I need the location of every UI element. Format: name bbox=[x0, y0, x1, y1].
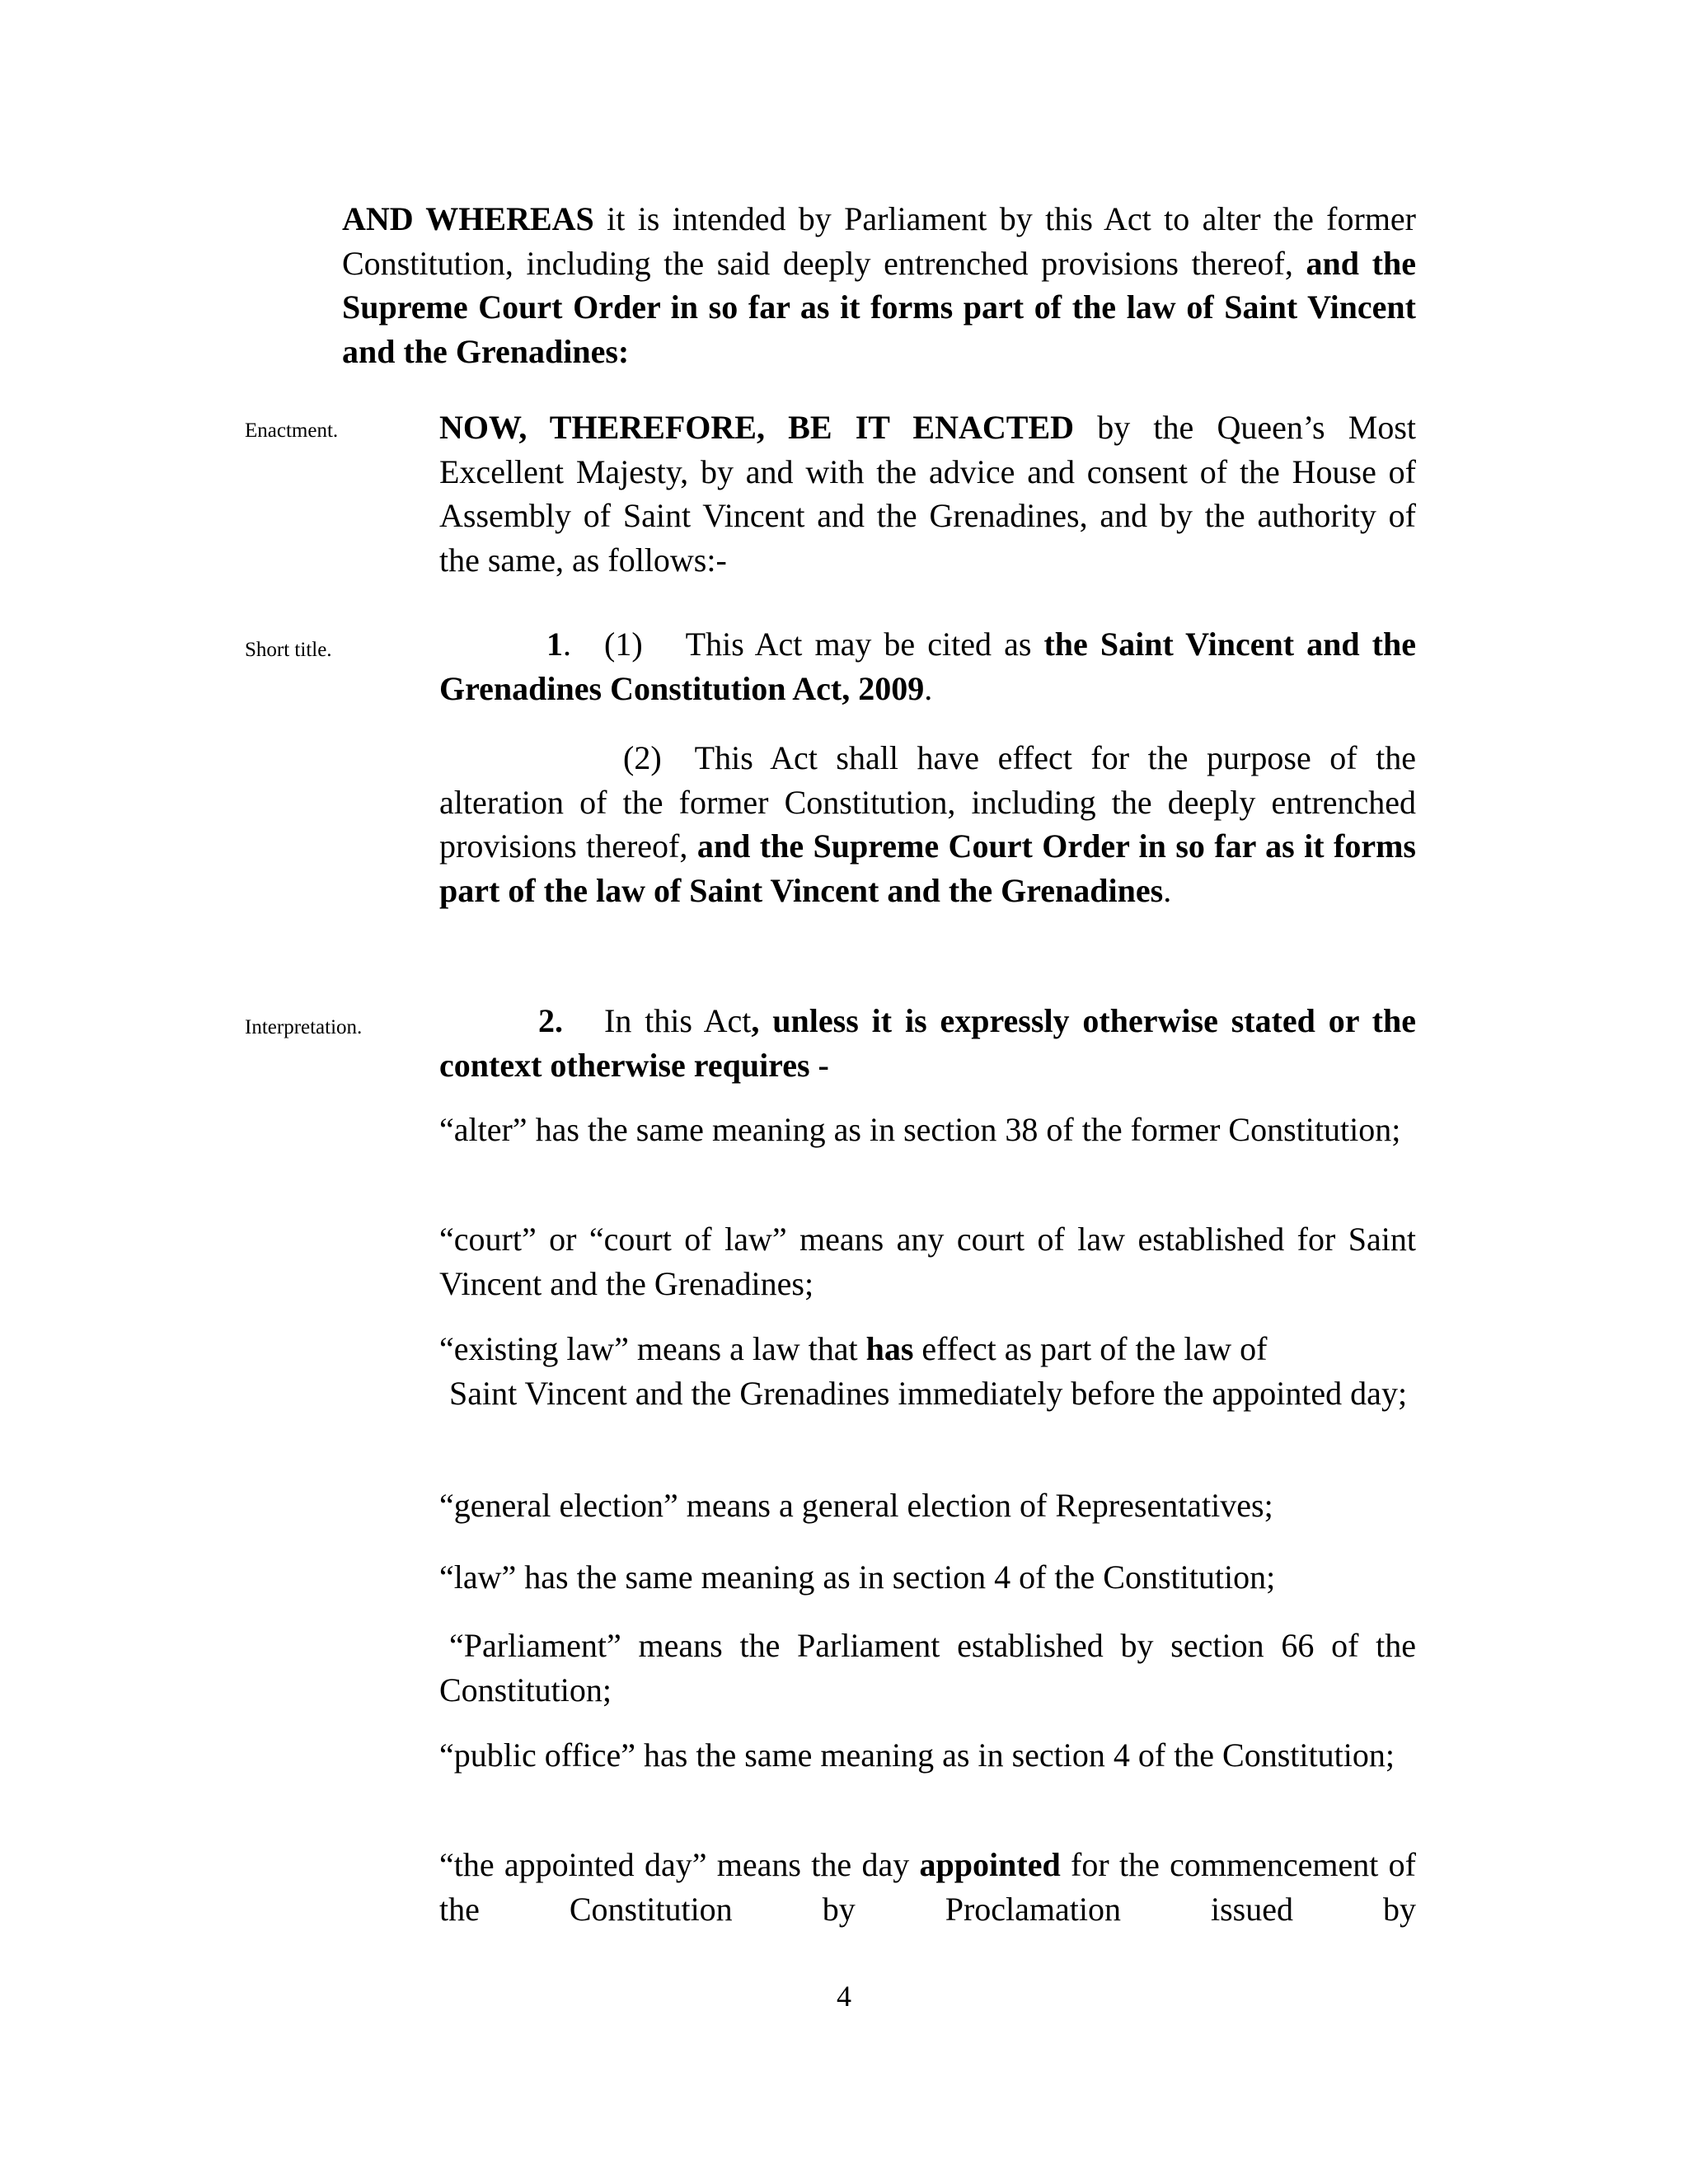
enactment-lead: NOW, THEREFORE, BE IT ENACTED bbox=[439, 409, 1075, 446]
effect-end: . bbox=[1163, 871, 1172, 909]
margin-note-enactment: Enactment. bbox=[245, 419, 339, 442]
effect-paragraph bbox=[439, 736, 1416, 912]
subsection-1-1: (1) bbox=[604, 626, 643, 663]
definition-alter: “alter” has the same meaning as in section 38 of the former Constitution; bbox=[439, 1111, 1401, 1148]
existing-law-text-c: Saint Vincent and the Grenadines immediately before the appointed day; bbox=[449, 1374, 1408, 1412]
definition-law: “law” has the same meaning as in section 4 of the Constitution; bbox=[439, 1558, 1276, 1596]
enactment-text: by the Queen’s Most Excellent Majesty, by and with the advice and consent of the House of Assembly of Saint Vincent and the Grenadines, and by the authority of the same, as follows:- bbox=[439, 409, 1416, 579]
existing-law-bold: has bbox=[865, 1330, 914, 1367]
existing-law-text-b: effect as part of the law of bbox=[913, 1330, 1268, 1367]
subsection-1-2: (2) bbox=[623, 739, 662, 776]
definition-appointed-day bbox=[439, 1843, 1416, 1931]
effect-text: This Act shall have effect for the purpose of the alteration of the former Constitution, including the deeply entrenched provisions thereof, bbox=[439, 739, 1416, 865]
definition-parliament: “Parliament” means the Parliament established by section 66 of the Constitution; bbox=[439, 1627, 1416, 1708]
section-2-number: 2. bbox=[538, 1002, 563, 1039]
definition-general-election: “general election” means a general election of Representatives; bbox=[439, 1487, 1273, 1524]
margin-note-short-title: Short title. bbox=[245, 639, 332, 661]
short-title-paragraph bbox=[439, 622, 1416, 710]
short-title-bold: the Saint Vincent and the Grenadines Constitution Act, 2009 bbox=[439, 626, 1416, 707]
appointed-day-text-b: for the commencement of the Constitution by Proclamation issued by bbox=[439, 1846, 1416, 1928]
short-title-text: This Act may be cited as bbox=[685, 626, 1044, 663]
interpretation-bold: , unless it is expressly otherwise stated or the context otherwise requires - bbox=[439, 1002, 1416, 1084]
margin-note-interpretation: Interpretation. bbox=[245, 1016, 363, 1038]
existing-law-text-a: “existing law” means a law that bbox=[439, 1330, 866, 1367]
definition-court: “court” or “court of law” means any court of law established for Saint Vincent and the Grenadines; bbox=[439, 1221, 1416, 1302]
appointed-day-text-a: “the appointed day” means the day bbox=[439, 1846, 920, 1883]
page-number: 4 bbox=[837, 1980, 851, 2013]
section-1-dot: . bbox=[563, 626, 571, 663]
appointed-day-bold: appointed bbox=[919, 1846, 1061, 1883]
section-1-number: 1 bbox=[546, 626, 563, 663]
definition-public-office: “public office” has the same meaning as in section 4 of the Constitution; bbox=[439, 1736, 1395, 1774]
interpretation-text: In this Act bbox=[604, 1002, 752, 1039]
interpretation-paragraph bbox=[439, 999, 1416, 1087]
short-title-end: . bbox=[924, 669, 933, 707]
effect-bold: and the Supreme Court Order in so far as it forms part of the law of Saint Vincent and the Grenadines bbox=[439, 827, 1416, 909]
whereas-lead: AND WHEREAS bbox=[342, 200, 594, 237]
whereas-paragraph bbox=[342, 197, 1416, 373]
whereas-bold: and the Supreme Court Order in so far as it forms part of the law of Saint Vincent and the Grenadines: bbox=[342, 244, 1417, 370]
definition-existing-law bbox=[439, 1327, 1416, 1415]
whereas-text: it is intended by Parliament by this Act to alter the former Constitution, including the said deeply entrenched provisions thereof, bbox=[342, 200, 1417, 282]
enactment-paragraph bbox=[439, 405, 1416, 582]
